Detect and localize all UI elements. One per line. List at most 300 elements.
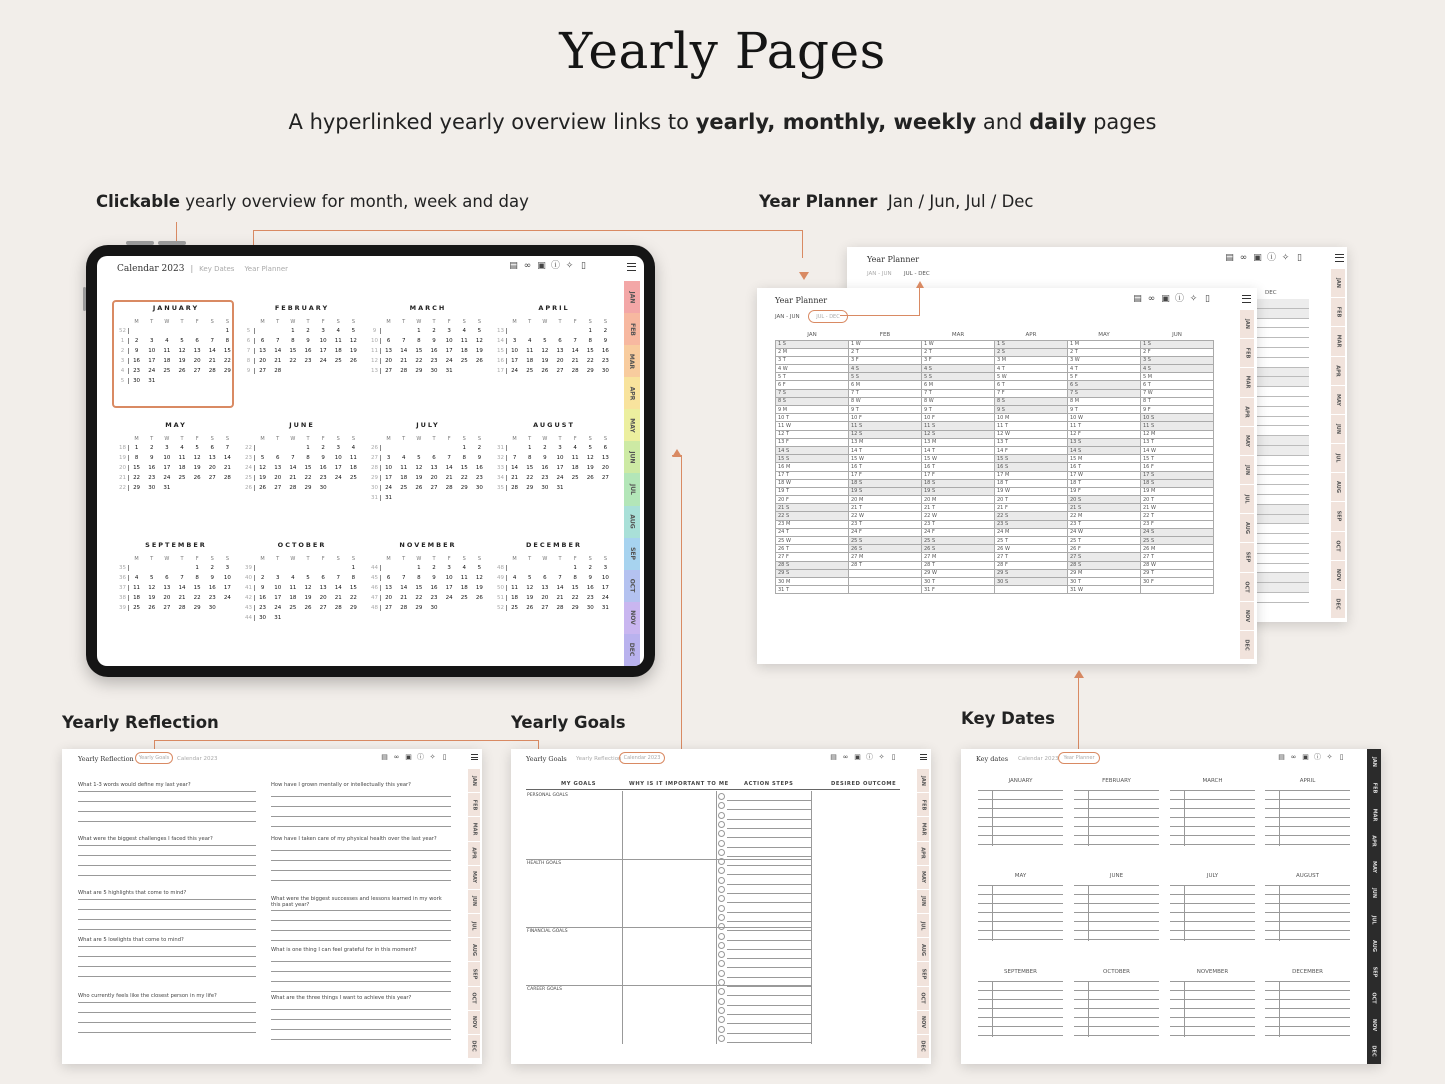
checkbox[interactable] xyxy=(718,988,725,995)
tab-dec[interactable] xyxy=(1331,590,1345,619)
day-cell[interactable]: 19 xyxy=(526,595,534,601)
planner-cell[interactable]: 23 T xyxy=(922,520,995,528)
day-cell[interactable]: 31 xyxy=(445,368,453,374)
day-cell[interactable] xyxy=(190,485,205,491)
day-cell[interactable] xyxy=(568,485,583,491)
day-cell[interactable] xyxy=(285,615,300,621)
date-line[interactable] xyxy=(978,799,1063,800)
tab-feb[interactable] xyxy=(624,313,640,345)
month-name[interactable]: MAY xyxy=(165,421,187,429)
day-cell[interactable]: 29 xyxy=(193,605,201,611)
planner-cell[interactable]: 8 M xyxy=(1068,397,1141,405)
action-line[interactable] xyxy=(727,893,811,894)
day-cell[interactable]: 19 xyxy=(304,595,312,601)
day-cell[interactable]: 1 xyxy=(351,565,356,571)
planner-cell[interactable]: 13 M xyxy=(922,438,995,446)
day-cell[interactable] xyxy=(507,565,522,571)
day-cell[interactable]: 3 xyxy=(603,565,608,571)
day-cell[interactable]: 27 xyxy=(385,368,393,374)
day-cell[interactable]: 6 xyxy=(275,455,280,461)
action-line[interactable] xyxy=(727,847,811,848)
day-cell[interactable]: 23 xyxy=(430,595,438,601)
day-cell[interactable]: 24 xyxy=(556,475,564,481)
week-number[interactable]: 41 xyxy=(243,585,255,591)
planner-cell[interactable] xyxy=(1141,586,1214,594)
checkbox[interactable] xyxy=(718,951,725,958)
week-number[interactable]: 31 xyxy=(369,495,381,501)
day-cell[interactable]: 19 xyxy=(193,465,201,471)
week-number[interactable]: 52 xyxy=(117,328,129,334)
checkbox[interactable] xyxy=(718,914,725,921)
planner-cell[interactable]: 22 S xyxy=(995,512,1068,520)
day-cell[interactable]: 3 xyxy=(149,338,154,344)
calendar-link[interactable]: Calendar 2023 xyxy=(619,752,665,764)
day-cell[interactable]: 6 xyxy=(386,338,391,344)
answer-line[interactable] xyxy=(78,791,256,792)
day-cell[interactable]: 10 xyxy=(163,455,171,461)
checkbox[interactable] xyxy=(718,933,725,940)
day-cell[interactable]: 12 xyxy=(148,585,156,591)
day-cell[interactable]: 28 xyxy=(178,605,186,611)
answer-line[interactable] xyxy=(78,865,256,866)
day-cell[interactable] xyxy=(285,565,300,571)
planner-cell[interactable]: 3 T xyxy=(776,356,849,364)
planner-cell[interactable]: 7 F xyxy=(995,389,1068,397)
action-line[interactable] xyxy=(727,949,811,950)
day-cell[interactable]: 26 xyxy=(586,475,594,481)
day-cell[interactable]: 10 xyxy=(274,585,282,591)
planner-cell[interactable]: 23 S xyxy=(995,520,1068,528)
day-cell[interactable]: 7 xyxy=(512,455,517,461)
planner-cell[interactable]: 13 F xyxy=(776,438,849,446)
day-cell[interactable]: 17 xyxy=(319,348,327,354)
day-cell[interactable] xyxy=(381,445,396,451)
day-cell[interactable] xyxy=(457,368,472,374)
planner-cell[interactable]: 25 S xyxy=(849,537,922,545)
day-cell[interactable]: 16 xyxy=(541,465,549,471)
day-cell[interactable] xyxy=(426,495,441,501)
date-line[interactable] xyxy=(1074,999,1159,1000)
sparkle-icon[interactable]: ✧ xyxy=(429,753,436,761)
tab-jul[interactable] xyxy=(1331,444,1345,473)
tab-may[interactable] xyxy=(1240,427,1254,456)
tab-sep[interactable] xyxy=(1240,543,1254,572)
day-cell[interactable] xyxy=(316,615,331,621)
day-cell[interactable]: 7 xyxy=(210,338,215,344)
day-cell[interactable]: 13 xyxy=(193,348,201,354)
day-cell[interactable]: 27 xyxy=(163,605,171,611)
date-line[interactable] xyxy=(1170,921,1255,922)
planner-cell[interactable]: 22 W xyxy=(922,512,995,520)
day-cell[interactable]: 14 xyxy=(400,348,408,354)
day-cell[interactable]: 1 xyxy=(417,328,421,334)
day-cell[interactable] xyxy=(411,445,426,451)
date-line[interactable] xyxy=(1074,885,1159,886)
planner-cell[interactable]: 16 S xyxy=(995,463,1068,471)
day-cell[interactable] xyxy=(411,495,426,501)
day-cell[interactable]: 10 xyxy=(148,348,156,354)
planner-cell[interactable]: 26 F xyxy=(1068,545,1141,553)
tab-feb[interactable] xyxy=(468,793,480,817)
planner-cell[interactable]: 30 M xyxy=(776,577,849,585)
sparkle-icon[interactable]: ✧ xyxy=(1281,253,1290,263)
planner-cell[interactable]: 23 T xyxy=(849,520,922,528)
day-cell[interactable]: 22 xyxy=(415,358,423,364)
planner-cell[interactable]: 20 T xyxy=(995,496,1068,504)
date-line[interactable] xyxy=(1170,835,1255,836)
day-cell[interactable]: 18 xyxy=(460,585,468,591)
action-line[interactable] xyxy=(727,986,811,987)
planner-cell[interactable]: 26 T xyxy=(776,545,849,553)
date-line[interactable] xyxy=(1074,903,1159,904)
day-cell[interactable]: 22 xyxy=(193,595,201,601)
day-cell[interactable] xyxy=(381,565,396,571)
planner-cell[interactable]: 24 T xyxy=(776,528,849,536)
planner-cell[interactable]: 21 T xyxy=(922,504,995,512)
day-cell[interactable]: 21 xyxy=(400,358,408,364)
tab-dec[interactable] xyxy=(1240,631,1254,660)
day-cell[interactable]: 20 xyxy=(541,595,549,601)
week-number[interactable]: 39 xyxy=(117,605,129,611)
planner-cell[interactable]: 15 M xyxy=(1068,455,1141,463)
planner-cell[interactable]: 1 W xyxy=(849,340,922,348)
day-cell[interactable]: 17 xyxy=(223,585,231,591)
week-number[interactable]: 4 xyxy=(117,368,129,374)
day-cell[interactable]: 21 xyxy=(511,475,519,481)
tab-jun[interactable] xyxy=(1240,456,1254,485)
day-cell[interactable] xyxy=(426,445,441,451)
day-cell[interactable]: 2 xyxy=(477,445,482,451)
clipboard-icon[interactable]: ▤ xyxy=(509,261,518,271)
planner-cell[interactable]: 20 M xyxy=(849,496,922,504)
day-cell[interactable]: 15 xyxy=(223,348,231,354)
planner-cell[interactable]: 17 S xyxy=(1141,471,1214,479)
day-cell[interactable]: 14 xyxy=(178,585,186,591)
planner-cell[interactable]: 5 S xyxy=(922,373,995,381)
day-cell[interactable]: 13 xyxy=(601,455,609,461)
day-cell[interactable]: 10 xyxy=(445,575,453,581)
day-cell[interactable]: 1 xyxy=(291,328,295,334)
printer-icon[interactable]: ▣ xyxy=(1253,253,1262,263)
day-cell[interactable]: 4 xyxy=(573,445,577,451)
tab-aug[interactable] xyxy=(917,938,929,962)
planner-cell[interactable]: 8 S xyxy=(776,397,849,405)
date-line[interactable] xyxy=(1074,990,1159,991)
tab-may[interactable] xyxy=(624,409,640,441)
planner-cell[interactable]: 14 F xyxy=(995,446,1068,454)
day-cell[interactable]: 24 xyxy=(319,358,327,364)
day-cell[interactable] xyxy=(598,485,613,491)
week-number[interactable]: 26 xyxy=(369,445,381,451)
planner-cell[interactable]: 4 W xyxy=(776,365,849,373)
day-cell[interactable] xyxy=(331,615,346,621)
link-icon[interactable]: ∞ xyxy=(1239,253,1248,263)
day-cell[interactable]: 25 xyxy=(163,368,171,374)
year-planner-link[interactable]: Year Planner xyxy=(1058,752,1100,764)
clipboard-icon[interactable]: ▤ xyxy=(1278,753,1285,761)
answer-line[interactable] xyxy=(271,796,451,797)
tab-oct[interactable] xyxy=(1367,985,1381,1011)
planner-cell[interactable]: 7 S xyxy=(1068,389,1141,397)
answer-line[interactable] xyxy=(78,966,256,967)
week-number[interactable]: 40 xyxy=(243,575,255,581)
tab-apr[interactable] xyxy=(468,842,480,866)
day-cell[interactable]: 1 xyxy=(417,565,421,571)
day-cell[interactable]: 7 xyxy=(401,338,406,344)
checkbox[interactable] xyxy=(718,1007,725,1014)
date-line[interactable] xyxy=(1074,844,1159,845)
day-cell[interactable]: 19 xyxy=(475,348,483,354)
day-cell[interactable]: 28 xyxy=(445,485,453,491)
date-line[interactable] xyxy=(1170,790,1255,791)
planner-cell[interactable]: 5 M xyxy=(1141,373,1214,381)
day-cell[interactable] xyxy=(396,495,411,501)
day-cell[interactable]: 16 xyxy=(259,595,267,601)
day-cell[interactable]: 5 xyxy=(543,338,547,344)
day-cell[interactable]: 18 xyxy=(289,595,297,601)
week-number[interactable]: 23 xyxy=(243,455,255,461)
menu-icon[interactable] xyxy=(627,263,636,271)
week-number[interactable]: 31 xyxy=(495,445,507,451)
day-cell[interactable]: 17 xyxy=(274,595,282,601)
day-cell[interactable]: 11 xyxy=(289,585,297,591)
answer-line[interactable] xyxy=(271,971,451,972)
day-cell[interactable]: 15 xyxy=(586,348,594,354)
day-cell[interactable]: 3 xyxy=(447,565,451,571)
planner-cell[interactable]: 19 W xyxy=(995,487,1068,495)
day-cell[interactable]: 6 xyxy=(165,575,169,581)
date-line[interactable] xyxy=(1265,981,1350,982)
answer-line[interactable] xyxy=(271,920,451,921)
week-number[interactable]: 27 xyxy=(369,455,381,461)
day-cell[interactable]: 6 xyxy=(603,445,608,451)
date-line[interactable] xyxy=(1170,1017,1255,1018)
planner-cell[interactable]: 8 S xyxy=(995,397,1068,405)
planner-cell[interactable] xyxy=(849,586,922,594)
day-cell[interactable]: 11 xyxy=(349,455,357,461)
answer-line[interactable] xyxy=(78,976,256,977)
day-cell[interactable] xyxy=(220,485,235,491)
planner-cell[interactable]: 12 S xyxy=(849,430,922,438)
day-cell[interactable]: 24 xyxy=(511,368,519,374)
checkbox[interactable] xyxy=(718,942,725,949)
page-icon[interactable]: ▯ xyxy=(581,261,586,271)
date-line[interactable] xyxy=(1265,990,1350,991)
day-cell[interactable] xyxy=(316,368,331,374)
week-number[interactable]: 26 xyxy=(243,485,255,491)
day-cell[interactable]: 21 xyxy=(556,595,564,601)
tab-jan-jun[interactable]: JAN - JUN xyxy=(775,314,800,320)
day-cell[interactable]: 10 xyxy=(511,348,519,354)
date-line[interactable] xyxy=(978,885,1063,886)
day-cell[interactable]: 30 xyxy=(133,378,141,384)
day-cell[interactable]: 21 xyxy=(274,358,282,364)
day-cell[interactable]: 16 xyxy=(133,358,141,364)
tab-jan[interactable] xyxy=(624,281,640,313)
tab-oct[interactable] xyxy=(917,987,929,1011)
planner-cell[interactable]: 14 T xyxy=(849,446,922,454)
day-cell[interactable]: 25 xyxy=(133,605,141,611)
planner-cell[interactable]: 16 F xyxy=(1141,463,1214,471)
planner-cell[interactable]: 8 T xyxy=(1141,397,1214,405)
sparkle-icon[interactable]: ✧ xyxy=(878,753,885,761)
date-line[interactable] xyxy=(1265,885,1350,886)
date-line[interactable] xyxy=(978,844,1063,845)
planner-cell[interactable]: 14 S xyxy=(1068,446,1141,454)
day-cell[interactable]: 29 xyxy=(349,605,357,611)
action-line[interactable] xyxy=(727,837,811,838)
day-cell[interactable]: 19 xyxy=(541,358,549,364)
answer-line[interactable] xyxy=(78,1002,256,1003)
day-cell[interactable]: 5 xyxy=(527,575,532,581)
info-icon[interactable]: ⓘ xyxy=(1267,253,1277,263)
day-cell[interactable]: 27 xyxy=(541,605,549,611)
page-icon[interactable]: ▯ xyxy=(891,753,896,761)
day-cell[interactable]: 29 xyxy=(133,485,141,491)
action-line[interactable] xyxy=(727,1023,811,1024)
day-cell[interactable]: 9 xyxy=(432,338,436,344)
info-icon[interactable]: ⓘ xyxy=(551,261,561,271)
day-cell[interactable]: 27 xyxy=(319,605,327,611)
day-cell[interactable]: 9 xyxy=(149,455,154,461)
day-cell[interactable]: 9 xyxy=(543,455,547,461)
planner-cell[interactable]: 20 F xyxy=(776,496,849,504)
date-line[interactable] xyxy=(1265,939,1350,940)
planner-cell[interactable]: 11 S xyxy=(922,422,995,430)
day-cell[interactable]: 28 xyxy=(223,475,231,481)
date-line[interactable] xyxy=(978,990,1063,991)
day-cell[interactable]: 24 xyxy=(334,475,342,481)
day-cell[interactable]: 22 xyxy=(460,475,468,481)
planner-cell[interactable]: 24 F xyxy=(849,528,922,536)
date-line[interactable] xyxy=(978,835,1063,836)
day-cell[interactable]: 12 xyxy=(304,585,312,591)
day-cell[interactable]: 15 xyxy=(460,465,468,471)
answer-line[interactable] xyxy=(271,850,451,851)
day-cell[interactable]: 25 xyxy=(178,475,186,481)
planner-cell[interactable]: 3 M xyxy=(995,356,1068,364)
day-cell[interactable] xyxy=(396,445,411,451)
date-line[interactable] xyxy=(1265,999,1350,1000)
tab-mar[interactable] xyxy=(917,817,929,841)
answer-line[interactable] xyxy=(271,1019,451,1020)
week-number[interactable]: 52 xyxy=(495,605,507,611)
day-cell[interactable]: 18 xyxy=(133,595,141,601)
day-cell[interactable]: 20 xyxy=(274,475,282,481)
day-cell[interactable]: 11 xyxy=(511,585,519,591)
planner-cell[interactable]: 15 S xyxy=(995,455,1068,463)
date-line[interactable] xyxy=(1265,894,1350,895)
menu-icon[interactable] xyxy=(1242,295,1251,303)
day-cell[interactable]: 8 xyxy=(225,338,230,344)
day-cell[interactable]: 23 xyxy=(319,475,327,481)
day-cell[interactable]: 24 xyxy=(385,485,393,491)
planner-cell[interactable]: 6 F xyxy=(776,381,849,389)
week-number[interactable]: 48 xyxy=(369,605,381,611)
day-cell[interactable]: 17 xyxy=(601,585,609,591)
planner-cell[interactable]: 30 T xyxy=(1068,577,1141,585)
day-cell[interactable]: 1 xyxy=(588,328,593,334)
week-number[interactable]: 22 xyxy=(117,485,129,491)
date-line[interactable] xyxy=(1170,999,1255,1000)
day-cell[interactable] xyxy=(396,565,411,571)
tab-oct[interactable] xyxy=(624,570,640,602)
action-line[interactable] xyxy=(727,884,811,885)
day-cell[interactable] xyxy=(220,605,235,611)
month-name[interactable]: NOVEMBER xyxy=(399,541,457,549)
day-cell[interactable]: 15 xyxy=(193,585,201,591)
answer-line[interactable] xyxy=(78,855,256,856)
day-cell[interactable]: 27 xyxy=(556,368,564,374)
day-cell[interactable] xyxy=(537,565,552,571)
day-cell[interactable]: 17 xyxy=(445,348,453,354)
tab-nov[interactable] xyxy=(1240,602,1254,631)
planner-cell[interactable]: 26 W xyxy=(995,545,1068,553)
date-line[interactable] xyxy=(1074,930,1159,931)
day-cell[interactable]: 4 xyxy=(134,575,139,581)
sparkle-icon[interactable]: ✧ xyxy=(1189,294,1198,304)
planner-cell[interactable]: 1 S xyxy=(1141,340,1214,348)
week-number[interactable]: 8 xyxy=(243,358,255,364)
tab-jun[interactable] xyxy=(1331,415,1345,444)
day-cell[interactable]: 29 xyxy=(415,605,423,611)
planner-cell[interactable]: 15 S xyxy=(776,455,849,463)
tab-jul[interactable] xyxy=(468,914,480,938)
checkbox[interactable] xyxy=(718,895,725,902)
year-planner-link[interactable]: Year Planner xyxy=(244,265,289,273)
checkbox[interactable] xyxy=(718,867,725,874)
planner-cell[interactable]: 5 W xyxy=(995,373,1068,381)
day-cell[interactable]: 28 xyxy=(571,368,579,374)
day-cell[interactable]: 28 xyxy=(400,368,408,374)
planner-cell[interactable]: 16 M xyxy=(776,463,849,471)
tab-apr[interactable] xyxy=(1367,828,1381,854)
day-cell[interactable]: 7 xyxy=(558,575,562,581)
tab-jul[interactable] xyxy=(1240,485,1254,514)
day-cell[interactable]: 7 xyxy=(336,575,341,581)
day-cell[interactable]: 13 xyxy=(208,455,216,461)
week-number[interactable]: 30 xyxy=(369,485,381,491)
answer-line[interactable] xyxy=(78,821,256,822)
checkbox[interactable] xyxy=(718,793,725,800)
day-cell[interactable]: 5 xyxy=(588,445,593,451)
month-5[interactable] xyxy=(243,421,361,491)
planner-cell[interactable]: 18 S xyxy=(1141,479,1214,487)
day-cell[interactable]: 6 xyxy=(386,575,391,581)
day-cell[interactable]: 8 xyxy=(462,455,467,461)
tab-aug[interactable] xyxy=(1367,933,1381,959)
day-cell[interactable]: 22 xyxy=(586,358,594,364)
answer-line[interactable] xyxy=(271,1009,451,1010)
day-cell[interactable]: 26 xyxy=(475,358,483,364)
day-cell[interactable]: 12 xyxy=(526,585,534,591)
yearly-reflection-link[interactable]: Yearly Reflection xyxy=(576,756,622,762)
day-cell[interactable]: 2 xyxy=(603,328,608,334)
day-cell[interactable]: 21 xyxy=(223,465,231,471)
week-number[interactable]: 45 xyxy=(369,575,381,581)
day-cell[interactable]: 20 xyxy=(430,475,438,481)
day-cell[interactable] xyxy=(316,565,331,571)
day-cell[interactable]: 22 xyxy=(349,595,357,601)
planner-cell[interactable]: 26 S xyxy=(849,545,922,553)
day-cell[interactable]: 6 xyxy=(321,575,325,581)
day-cell[interactable] xyxy=(442,495,457,501)
answer-line[interactable] xyxy=(78,946,256,947)
planner-cell[interactable]: 4 T xyxy=(1068,365,1141,373)
day-cell[interactable]: 26 xyxy=(526,605,534,611)
planner-cell[interactable]: 23 M xyxy=(776,520,849,528)
tab-oct[interactable] xyxy=(1331,532,1345,561)
